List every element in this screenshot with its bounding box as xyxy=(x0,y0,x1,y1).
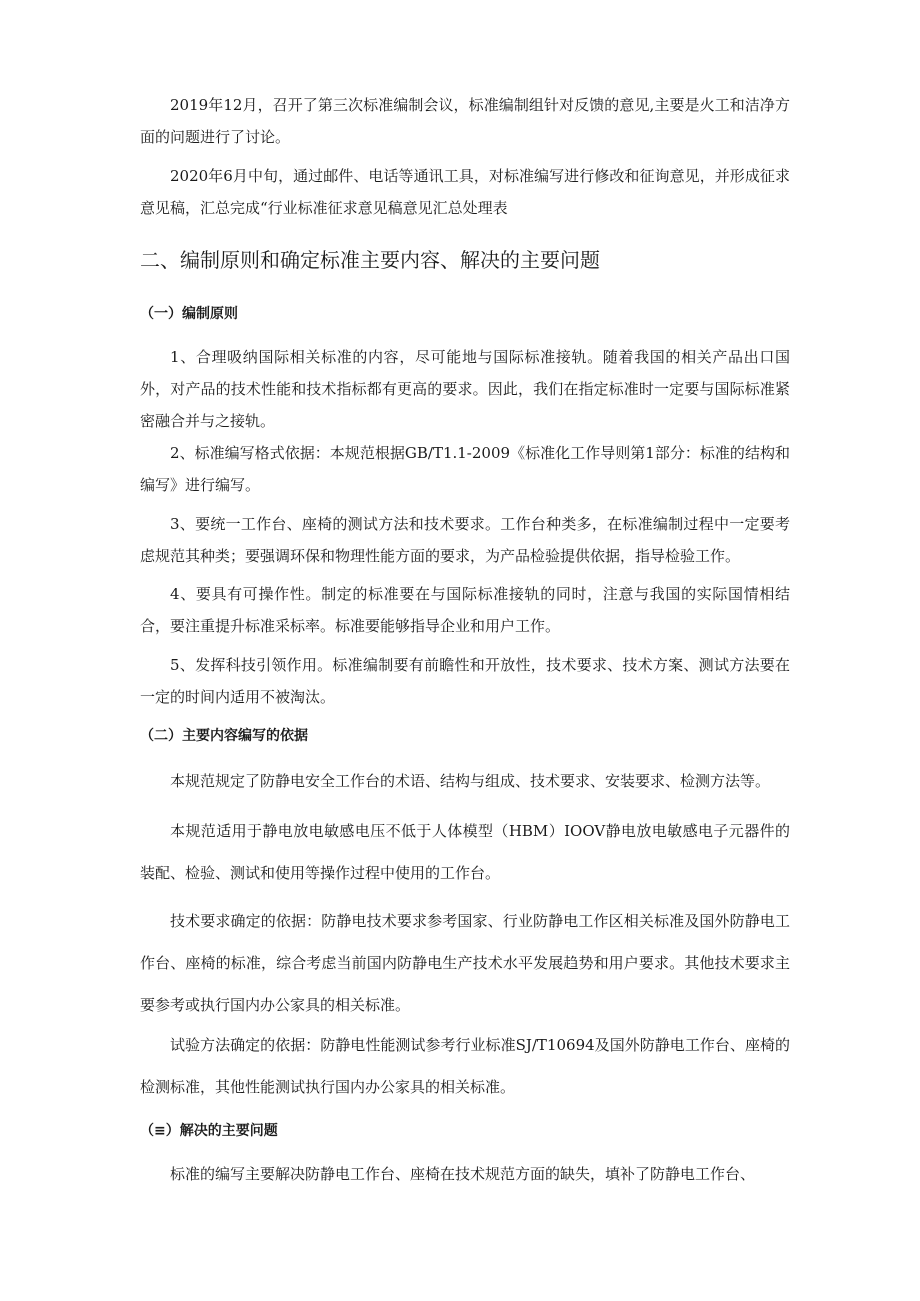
basis-scope: 本规范规定了防静电安全工作台的术语、结构与组成、技术要求、安装要求、检测方法等。 xyxy=(170,772,771,790)
basis-applicability: 本规范适用于静电放电敏感电压不低于人体模型（HBM）IOOV静电放电敏感电子元器件的装配、检验、测试和使用等操作过程中使用的工作台。 xyxy=(140,822,790,882)
principle-item-3: 3、要统一工作台、座椅的测试方法和技术要求。工作台种类多，在标准编制过程中一定要考虑规范其种类；要强调环保和物理性能方面的要求，为产品检验提供依据，指导检验工作。 xyxy=(140,515,790,565)
problems-paragraph: 标准的编写主要解决防静电工作台、座椅在技术规范方面的缺失，填补了防静电工作台、 xyxy=(170,1165,756,1183)
principle-item-5: 5、发挥科技引领作用。标准编制要有前瞻性和开放性，技术要求、技术方案、测试方法要在一定的时间内适用不被淘汰。 xyxy=(140,656,790,706)
subsection-title-basis: （二）主要内容编写的依据 xyxy=(140,728,308,744)
principle-item-4: 4、要具有可操作性。制定的标准要在与国际标准接轨的同时，注意与我国的实际国情相结合，要注重提升标准采标率。标准要能够指导企业和用户工作。 xyxy=(140,585,790,635)
subsection-title-principles: （一）编制原则 xyxy=(140,306,238,322)
principle-item-1: 1、合理吸纳国际相关标准的内容，尽可能地与国际标准接轨。随着我国的相关产品出口国外，对产品的技术性能和技术指标都有更高的要求。因此，我们在指定标准时一定要与国际标准紧密融合并与之接轨。 xyxy=(140,348,790,430)
principle-item-2: 2、标准编写格式依据：本规范根据GB/T1.1-2009《标准化工作导则第1部分：标准的结构和编写》进行编写。 xyxy=(140,444,790,494)
section-title: 二、编制原则和确定标准主要内容、解决的主要问题 xyxy=(140,248,600,272)
basis-technical-requirements: 技术要求确定的依据：防静电技术要求参考国家、行业防静电工作区相关标准及国外防静电工作台、座椅的标准，综合考虑当前国内防静电生产技术水平发展趋势和用户要求。其他技术要求主要参考或执行国内办公家具的相关标准。 xyxy=(140,912,790,1014)
basis-test-methods: 试验方法确定的依据：防静电性能测试参考行业标准SJ/T10694及国外防静电工作台、座椅的检测标准，其他性能测试执行国内办公家具的相关标准。 xyxy=(140,1036,790,1096)
subsection-title-problems: （≡）解决的主要问题 xyxy=(140,1123,278,1139)
paragraph-meeting-2019: 2019年12月，召开了第三次标准编制会议，标准编制组针对反馈的意见,主要是火工和洁净方面的问题进行了讨论。 xyxy=(140,96,790,146)
paragraph-consultation-2020: 2020年6月中旬，通过邮件、电话等通讯工具，对标准编写进行修改和征询意见，并形成征求意见稿，汇总完成“行业标准征求意见稿意见汇总处理表 xyxy=(140,167,790,217)
